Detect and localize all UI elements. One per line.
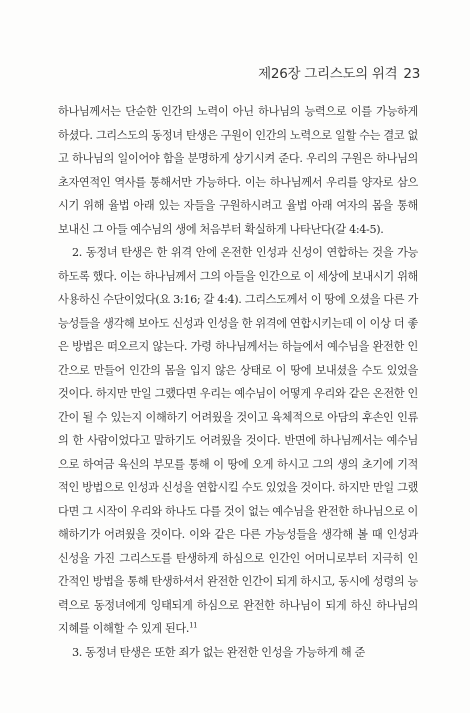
paragraph-1-text: 하나님께서는 단순한 인간의 노력이 아닌 하나님의 능력으로 이를 가능하게 하셨다. 그리스도의 동정녀 탄생은 구원이 인간의 노력으로 일할 수는 결코 없고 하나님의 일이어야 함을 분명하게 상기시켜 준다. 우리의 구원은 하나님의 초자연적인 역사를 통해서만 가능하다. 이는 하나님께서 우리를 양자로 삼으시기 위해 율법 아래 있는 자들을 구원하시려고 율법 아래 여자의 몸을 통해 보내신 그 아들 예수님의 생에 처음부터 확실하게 나타난다(갈 4:4-5).: [58, 105, 418, 236]
footnote-ref[interactable]: 11: [189, 621, 198, 630]
chapter-title: 제26장 그리스도의 위격: [258, 66, 398, 82]
body-text: [58, 100, 418, 664]
paragraph-3-text: 3. 동정녀 탄생은 또한 죄가 없는 완전한 인성을 가능하게 해 준: [72, 645, 366, 659]
paragraph-2-text: 2. 동정녀 탄생은 한 위격 안에 온전한 인성과 신성이 연합하는 것을 가능하도록 했다. 이는 하나님께서 그의 아들을 인간으로 이 세상에 보내시기 위해 사용하신 수단이었다(요 3:16; 갈 4:4). 그리스도께서 이 땅에 오셨을 다른 가능성들을 생각해 보아도 신성과 인성을 한 위격에 연합시키는데 이 이상 더 좋은 방법은 떠오르지 않는다. 가령 하나님께서는 하늘에서 예수님을 완전한 인간으로 만들어 인간의 몸을 입지 않은 상태로 이 땅에 보내셨을 수도 있었을 것이다. 하지만 만일 그랬다면 우리는 예수님이 어떻게 우리와 같은 온전한 인간이 될 수 있는지 이해하기 어려웠을 것이고 육체적으로 아담의 후손인 인류의 한 사람이었다고 말하기도 어려웠을 것이다. 반면에 하나님께서는 예수님으로 하여금 육신의 부모를 통해 이 땅에 오게 하시고 그의 생의 초기에 기적적인 방법으로 인성과 신성을 연합시킬 수도 있었을 것이다. 하지만 만일 그랬다면 그 시작이 우리와 하나도 다를 것이 없는 예수님을 완전한 하나님으로 이해하기가 어려웠을 것이다. 이와 같은 다른 가능성들을 생각해 볼 때 인성과 신성을 가진 그리스도를 탄생하게 하심으로 인간인 어머니로부터 지극히 인간적인 방법을 통해 탄생하셔서 완전한 인간이 되게 하시고, 동시에 성령의 능력으로 동정녀에게 잉태되게 하심으로 완전한 하나님이 되게 하신 하나님의 지혜를 이해할 수 있게 된다.: [58, 246, 418, 635]
running-header: [258, 62, 420, 82]
paragraph-2: [58, 241, 418, 641]
paragraph-1: [58, 100, 418, 241]
page-number: 23: [403, 66, 420, 82]
paragraph-3: [58, 641, 418, 665]
